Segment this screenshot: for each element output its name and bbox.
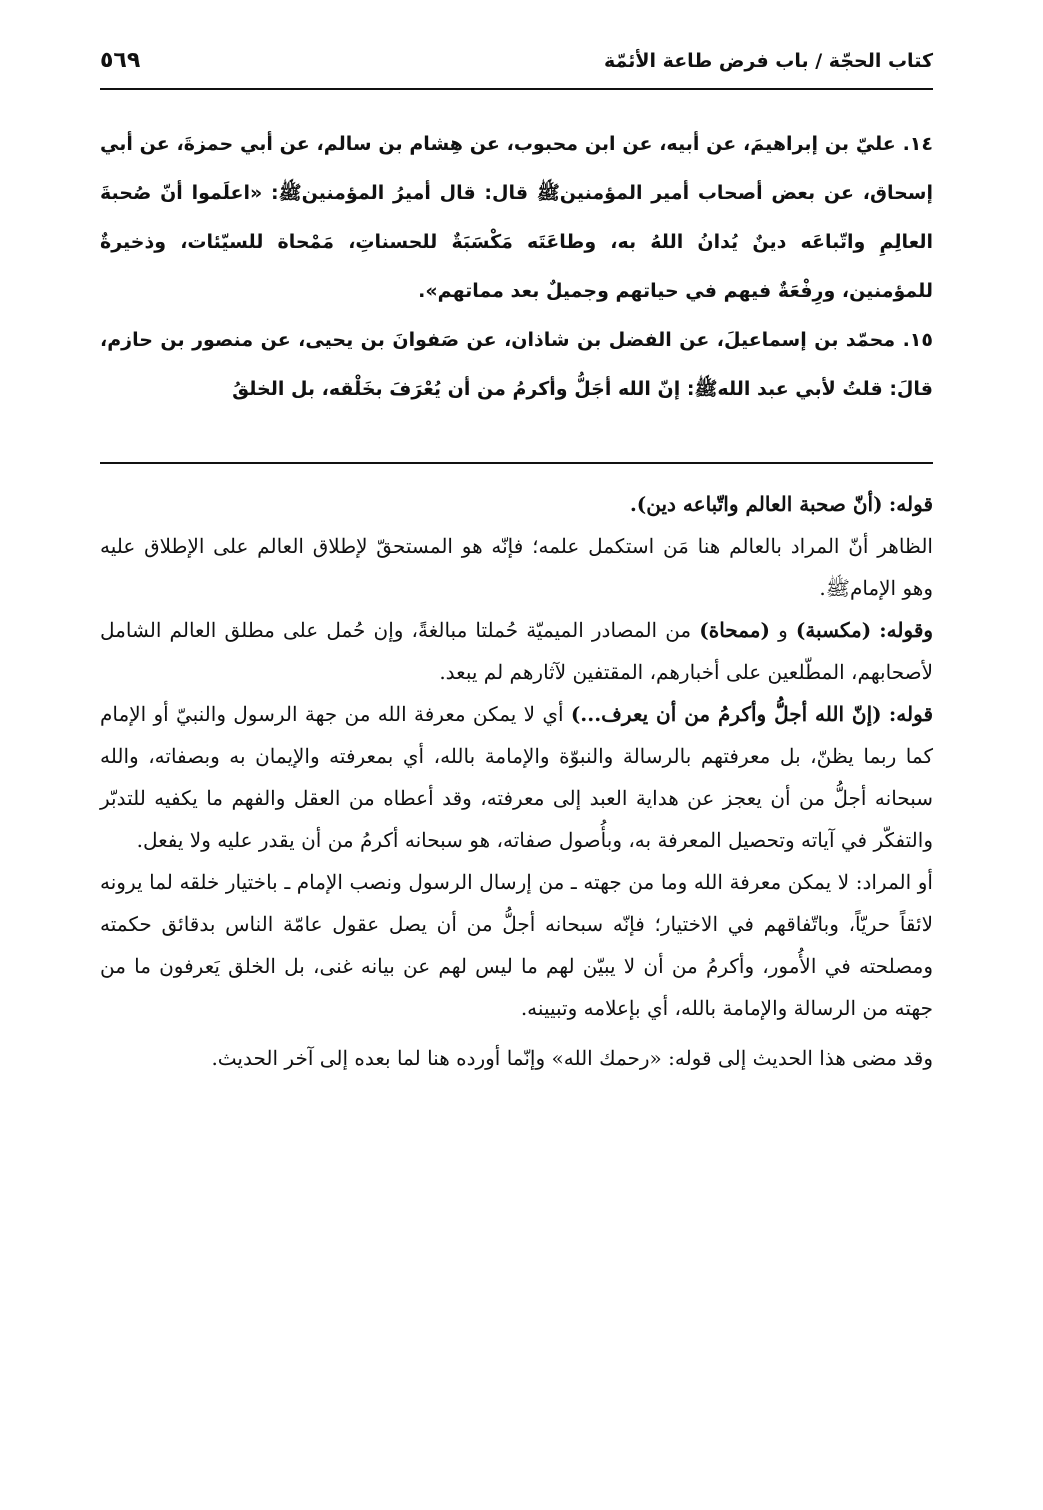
quoted-phrase: (إنّ الله أجلُّ وأكرمُ من أن يعرف...): [570, 702, 882, 726]
commentary-paragraph: الظاهر أنّ المراد بالعالم هنا مَن استكمل علمه؛ فإنّه هو المستحقّ لإطلاق العالم على الإطلاق عليه وهو الإمامﷺ.: [100, 534, 933, 600]
commentary-paragraph: وقد مضى هذا الحديث إلى قوله: «رحمك الله» وإنّما أورده هنا لما بعده إلى آخر الحديث.: [211, 1046, 933, 1070]
quote-label: قوله:: [888, 702, 934, 726]
commentary-text: من المصادر الميميّة حُملتا مبالغةً، وإن حُمل على مطلق العالم الشامل لأصحابهم، المطّلعين على أخبارهم، المقتفين لآثارهم لم يبعد.: [100, 618, 933, 684]
quoted-phrase: (أنّ صحبة العالم واتّباعه دين).: [629, 492, 883, 516]
quoted-term: (ممحاة): [699, 618, 770, 642]
quoted-term: (مكسبة): [795, 618, 872, 642]
hadith-14: ١٤. عليّ بن إبراهيمَ، عن أبيه، عن ابن محبوب، عن هِشام بن سالم، عن أبي حمزةَ، عن أبي إسحاق، عن بعض أصحاب أمير المؤمنينﷺ قال: قال أميرُ المؤمنينﷺ: «اعلَموا أنّ صُحبةَ العالِمِ واتّباعَه دينٌ يُدانُ اللهُ به، وطاعَتَه مَكْسَبَةٌ للحسناتِ، مَمْحاة للسيّئات، وذخيرةٌ للمؤمنين، ورِفْعَةٌ فيهم في حياتهم وجميلٌ بعد مماتهم».: [100, 133, 933, 302]
chapter-title: كتاب الحجّة / باب فرض طاعة الأئمّة: [604, 50, 933, 72]
commentary-text: أي لا يمكن معرفة الله من جهة الرسول والنبيّ أو الإمام كما ربما يظنّ، بل معرفتهم بالرسالة والنبوّة والإمامة بالله، أي بمعرفته والإيمان به وبصفاته، والله سبحانه أجلُّ من أن يعجز عن هداية العبد إلى معرفته، وقد أعطاه من العقل والفهم ما يكفيه للتدبّر والتفكّر في آياته وتحصيل المعرفة به، وبأُصول صفاته، هو سبحانه أكرمُ من أن يقدر عليه ولا يفعل.: [100, 702, 933, 852]
commentary-block: [100, 483, 933, 1079]
hadith-text-block: [100, 120, 933, 414]
commentary-heading: [100, 483, 933, 525]
commentary-paragraph: [100, 693, 933, 861]
commentary-paragraph: [100, 609, 933, 693]
commentary-paragraph: أو المراد: لا يمكن معرفة الله وما من جهته ـ من إرسال الرسول ونصب الإمام ـ باختيار خلقه لما يرونه لائقاً حريّاً، وباتّفاقهم في الاختيار؛ فإنّه سبحانه أجلُّ من أن يصل عقول عامّة الناس بدقائق حكمته ومصلحته في الأُمور، وأكرمُ من أن لا يبيّن لهم ما ليس لهم عن بيانه غنى، بل الخلق يَعرفون ما من جهته من الرسالة والإمامة بالله، أي بإعلامه وتبيينه.: [100, 870, 933, 1020]
quote-label: وقوله:: [879, 618, 934, 642]
conjunction: و: [778, 618, 788, 642]
page-number: ٥٦٩: [100, 48, 141, 73]
quote-label: قوله:: [888, 492, 933, 516]
running-header: [100, 40, 933, 90]
footnote-separator: [100, 462, 933, 464]
hadith-15: ١٥. محمّد بن إسماعيلَ، عن الفضل بن شاذان، عن صَفوانَ بن يحيى، عن منصور بن حازم، قالَ: قلتُ لأبي عبد اللهﷺ: إنّ الله أجَلُّ وأكرمُ من أن يُعْرَفَ بخَلْقه، بل الخلقُ: [100, 329, 933, 400]
